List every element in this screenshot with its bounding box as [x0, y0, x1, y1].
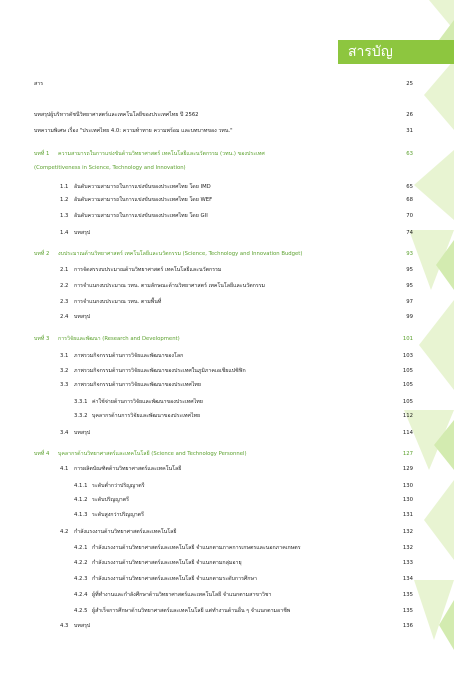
toc-entry-title: บทสรุป	[74, 623, 91, 629]
toc-entry-number: 3.3	[60, 382, 69, 388]
toc-entry-title: กำลังแรงงานด้านวิทยาศาสตร์และเทคโนโลยี จำแนกตามกลุ่มอายุ	[92, 560, 242, 566]
toc-entry-title: บทสรุป	[74, 230, 91, 236]
toc-entry-number: 3.3.1	[74, 399, 88, 405]
toc-entry-page: 135	[402, 608, 413, 614]
toc-entry-number: 4.1	[60, 466, 69, 472]
toc-entry-title: กำลังแรงงานด้านวิทยาศาสตร์และเทคโนโลยี จำแนกตามระดับการศึกษา	[92, 576, 257, 582]
toc-entry-title: สาร	[34, 81, 44, 87]
toc-entry-page: 134	[402, 576, 413, 582]
toc-entry-title: กำลังแรงงานด้านวิทยาศาสตร์และเทคโนโลยี	[74, 529, 177, 535]
toc-entry-title: ระดับสูงกว่าปริญญาตรี	[92, 512, 144, 518]
toc-entry-number: 2.3	[60, 299, 69, 305]
toc-entry-page: 95	[406, 283, 413, 289]
toc-entry-title: ระดับต่ำกว่าปริญญาตรี	[92, 483, 145, 489]
toc-entry-page: 105	[402, 382, 413, 388]
toc-entry-title: การผลิตบัณฑิตด้านวิทยาศาสตร์และเทคโนโลยี	[74, 466, 182, 472]
toc-entry-number: บทที่ 1	[34, 151, 50, 157]
toc-entry-number: 1.1	[60, 184, 69, 190]
toc-entry-title: บทสรุปผู้บริหารดัชนีวิทยาศาสตร์และเทคโนโลยีของประเทศไทย ปี 2562	[34, 112, 199, 118]
toc-entry-title: ค่าใช้จ่ายด้านการวิจัยและพัฒนาของประเทศไทย	[92, 399, 203, 405]
toc-entry-page: 133	[402, 560, 413, 566]
toc-entry-page: 131	[402, 512, 413, 518]
toc-entry-page: 68	[406, 197, 413, 203]
toc-entry-number: 4.2.5	[74, 608, 88, 614]
toc-entry-page: 105	[402, 368, 413, 374]
toc-entry-number: 3.4	[60, 430, 69, 436]
toc-entry-page: 130	[402, 483, 413, 489]
toc-entry-page: 63	[406, 151, 413, 157]
toc-entry-page: 127	[402, 451, 413, 457]
toc-entry-title: อันดับความสามารถในการแข่งขันของประเทศไทย โดย GII	[74, 213, 208, 219]
toc-entry-page: 97	[406, 299, 413, 305]
toc-entry-number: 3.2	[60, 368, 69, 374]
toc-entry-page: 74	[406, 230, 413, 236]
toc-entry-page: 99	[406, 314, 413, 320]
toc-entry-number: บทที่ 2	[34, 251, 50, 257]
toc-entry-number: 4.2.1	[74, 545, 88, 551]
toc-entry-title: ผู้ที่ทำงานและกำลังศึกษาด้านวิทยาศาสตร์และเทคโนโลยี จำแนกตามสาขาวิชา	[92, 592, 272, 598]
toc-entry-number: 4.3	[60, 623, 69, 629]
toc-entry-title: บุคลากรด้านการวิจัยและพัฒนาของประเทศไทย	[92, 413, 201, 419]
toc-entry-title: การวิจัยและพัฒนา (Research and Development)	[58, 336, 180, 342]
toc-entry-title: การจัดสรรงบประมาณด้านวิทยาศาสตร์ เทคโนโลยีและนวัตกรรม	[74, 267, 222, 273]
toc-entry-title: ความสามารถในการแข่งขันด้านวิทยาศาสตร์ เทคโนโลยีและนวัตกรรม (วทน.) ของประเทศ	[58, 151, 265, 157]
toc-entry-number: 1.4	[60, 230, 69, 236]
page-title	[338, 40, 454, 64]
toc-entry-number: 1.3	[60, 213, 69, 219]
toc-entry-title: ระดับปริญญาตรี	[92, 497, 129, 503]
toc-entry-number: 4.2.4	[74, 592, 88, 598]
toc-entry-number: 2.4	[60, 314, 69, 320]
toc-entry-number: 4.1.1	[74, 483, 88, 489]
toc-entry-page: 114	[402, 430, 413, 436]
toc-entry-title: อันดับความสามารถในการแข่งขันของประเทศไทย โดย IMD	[74, 184, 211, 190]
toc-entry-page: 129	[402, 466, 413, 472]
toc-entry-number: บทที่ 3	[34, 336, 50, 342]
toc-entry-page: 101	[402, 336, 413, 342]
toc-entry-page: 25	[406, 81, 413, 87]
toc-entry-page: 132	[402, 529, 413, 535]
toc-entry-page: 95	[406, 267, 413, 273]
toc-entry-page: 136	[402, 623, 413, 629]
toc-entry-number: 3.1	[60, 353, 69, 359]
toc-entry-title: การจำแนกงบประมาณ วทน. ตามพื้นที่	[74, 299, 162, 305]
toc-entry-title: ผู้สำเร็จการศึกษาด้านวิทยาศาสตร์และเทคโนโลยี แต่ทำงานด้านอื่น ๆ จำแนกตามอาชีพ	[92, 608, 291, 614]
toc-entry-page: 93	[406, 251, 413, 257]
toc-entry-title: ภาพรวมกิจกรรมด้านการวิจัยและพัฒนาของโลก	[74, 353, 184, 359]
toc-entry-page: 130	[402, 497, 413, 503]
toc-entry-page: 26	[406, 112, 413, 118]
toc-entry-title: บทความพิเศษ เรื่อง "ประเทศไทย 4.0: ความท้าทาย ความพร้อม และบทบาทของ วทน."	[34, 128, 233, 134]
toc-entry-page: 65	[406, 184, 413, 190]
toc-entry-title: อันดับความสามารถในการแข่งขันของประเทศไทย โดย WEF	[74, 197, 213, 203]
toc-entry-title: ภาพรวมกิจกรรมด้านการวิจัยและพัฒนาของประเทศในภูมิภาคเอเชียแปซิฟิก	[74, 368, 246, 374]
page-title-text: สารบัญ	[348, 44, 393, 60]
toc-entry-number: 3.3.2	[74, 413, 88, 419]
toc-entry-page: 112	[402, 413, 413, 419]
toc-entry-page: 103	[402, 353, 413, 359]
toc-entry-title: งบประมาณด้านวิทยาศาสตร์ เทคโนโลยีและนวัตกรรม (Science, Technology and Innovation Budget)	[58, 251, 303, 257]
toc-entry-number: 2.2	[60, 283, 69, 289]
toc-entry-number: 4.2	[60, 529, 69, 535]
toc-entry-number: 4.1.2	[74, 497, 88, 503]
toc-entry-page: 70	[406, 213, 413, 219]
toc-entry-number: 1.2	[60, 197, 69, 203]
toc-entry-title: บุคลากรด้านวิทยาศาสตร์และเทคโนโลยี (Science and Technology Personnel)	[58, 451, 247, 457]
toc-entry-number: บทที่ 4	[34, 451, 50, 457]
toc-entry-page: 31	[406, 128, 413, 134]
toc-entry-number: 4.2.3	[74, 576, 88, 582]
toc-entry-title: บทสรุป	[74, 314, 91, 320]
toc-entry-title: บทสรุป	[74, 430, 91, 436]
toc-entry-title: การจำแนกงบประมาณ วทน. ตามลักษณะด้านวิทยาศาสตร์ เทคโนโลยีและนวัตกรรม	[74, 283, 266, 289]
toc-entry-title: ภาพรวมกิจกรรมด้านการวิจัยและพัฒนาของประเทศไทย	[74, 382, 201, 388]
toc-entry-page: 132	[402, 545, 413, 551]
toc-entry-page: 105	[402, 399, 413, 405]
toc-entry-title: กำลังแรงงานด้านวิทยาศาสตร์และเทคโนโลยี จำแนกตามภาคการเกษตรและนอกภาคเกษตร	[92, 545, 301, 551]
toc-entry-number: 2.1	[60, 267, 69, 273]
toc-entry-title: (Competitiveness in Science, Technology and Innovation)	[34, 165, 186, 171]
toc-entry-number: 4.2.2	[74, 560, 88, 566]
toc-entry-page: 135	[402, 592, 413, 598]
toc-entry-number: 4.1.3	[74, 512, 88, 518]
